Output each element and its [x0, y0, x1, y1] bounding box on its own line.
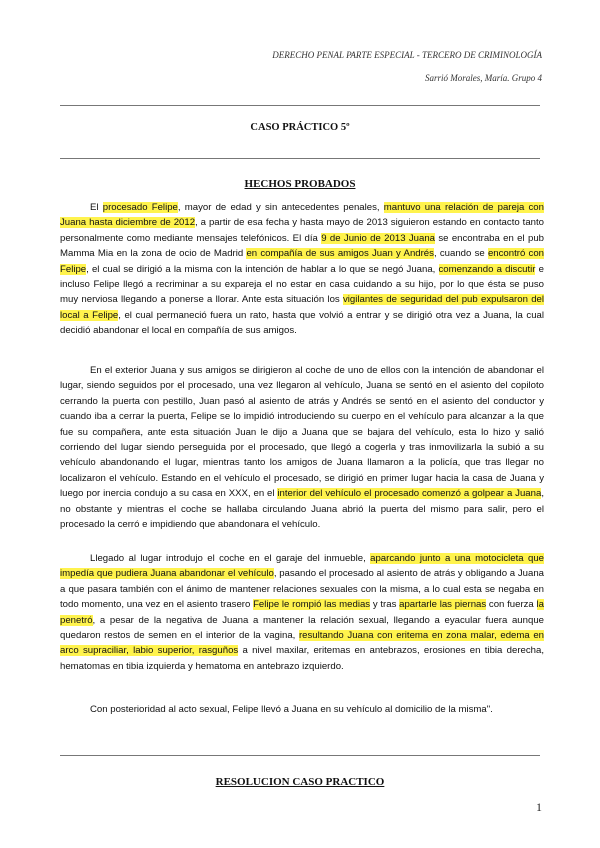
paragraph-text: y tras [370, 599, 400, 611]
paragraph-text: , mayor de edad y sin antecedentes penales, [177, 202, 384, 213]
paragraph-text: , a pesar de la negativa de Juana a mantener la relación sexual, llegando a eyacular fuera aunque quedaron restos de semen en el interior de la vagina, [60, 614, 544, 642]
highlighted-text: en compañía de sus amigos Juan y Andrés [246, 248, 434, 260]
paragraph-2 [60, 363, 544, 532]
paragraph-text: , a partir de esa fecha y hasta mayo de 2013 siguieron estando en contacto tanto personalmente como mediante mensajes telefónicos. El día [60, 217, 544, 244]
paragraph-text: , cuando se [433, 248, 488, 260]
paragraph-text: , el cual se dirigió a la misma con la intención de hablar a lo que se negó Juana, [86, 263, 439, 275]
highlighted-text: interior del vehículo el procesado comenzó a golpear a Juana [277, 488, 542, 500]
highlighted-text: comenzando a discutir [438, 263, 536, 275]
facts-title: HECHOS PROBADOS [244, 178, 356, 190]
paragraph-text: , el cual permaneció fuera un rato, hasta que volvió a entrar y se dirigió otra vez a Juana, la cual decidió abandonar el local en compañía de sus amigos. [60, 309, 545, 337]
paragraph-text: , pasando el procesado al asiento de atrás y obligando a Juana a que pasara también con el ánimo de mantener relaciones sexuales con la misma, a lo cual esta se negaba en todo momento, una vez en el asiento trasero [60, 568, 544, 611]
highlighted-text: vigilantes de seguridad del pub expulsaron del local a Felipe [60, 294, 544, 321]
highlighted-text: resultando Juana con eritema en zona malar, edema en arco supraciliar, labio superior, rasguños [60, 630, 545, 657]
highlighted-text: aparcando junto a una motocicleta que impedía que pudiera Juana abandonar el vehículo [60, 553, 545, 580]
page-number: 1 [536, 800, 542, 814]
paragraph-text: Llegado al lugar introdujo el coche en el garaje del inmueble, [90, 553, 371, 564]
paragraph-text: a nivel maxilar, eritemas en antebrazos, erosiones en tibia derecha, hematomas en tibia izquierda y hematoma en antebrazo izquierdo. [60, 645, 544, 672]
paragraph-text: Con posterioridad al acto sexual, Felipe llevó a Juana en su vehículo al domicilio de la misma". [90, 704, 493, 715]
highlighted-text: la penetró [60, 599, 544, 626]
header-author: Sarrió Morales, María. Grupo 4 [424, 73, 542, 83]
section-divider [60, 755, 540, 756]
paragraph-text: e incluso Felipe llegó a recriminar a su expareja el no estar en casa cuidando a su hijo, por lo que ésta se puso muy nerviosa llegando a ponerse a llorar. Ante esta situación los [60, 263, 544, 306]
resolution-title: RESOLUCION CASO PRACTICO [215, 776, 385, 788]
header-course: DERECHO PENAL PARTE ESPECIAL - TERCERO DE CRIMINOLOGÍA [272, 50, 542, 60]
highlighted-text: 9 de Junio de 2013 Juana [321, 232, 436, 244]
paragraph-4 [60, 702, 544, 717]
case-title: CASO PRÁCTICO 5º [250, 122, 350, 133]
highlighted-text: Felipe le rompió las medias [253, 599, 371, 611]
paragraph-3 [60, 551, 544, 674]
highlighted-text: apartarle las piernas [399, 599, 487, 611]
paragraph-text: con fuerza [486, 599, 537, 611]
highlighted-text: encontró con Felipe [60, 248, 544, 275]
highlighted-text: procesado Felipe [102, 202, 178, 213]
paragraph-1 [60, 200, 544, 339]
header-divider [60, 105, 540, 106]
paragraph-text: , no obstante y mientras el coche se hallaba circulando Juana abrió la puerta del mismo para salir, pero el procesado la cerró e impidiendo que abandonara el vehículo. [60, 488, 544, 531]
paragraph-text: se encontraba en el pub Mamma Mia en la zona de ocio de Madrid [60, 232, 544, 260]
title-divider [60, 158, 540, 159]
paragraph-text: En el exterior Juana y sus amigos se dirigieron al coche de uno de ellos con la intención de abandonar el lugar, siendo seguidos por el procesado, una vez llegaron al vehículo, Juana se sentó en el asiento del copiloto cerrando la puerta con pestillo, Juan pasó al asiento de atrás y Andrés se sentó en el asiento del conductor y cuando iba a cerrar la puerta, Felipe se lo impidió introduciendo su cuerpo en el vehículo para alcanzar a la que fue su compañera, ante esta situación Juan le dijo a Juana que se bajara del vehículo, esta lo hizo y salió corriendo del lugar siendo perseguida por el procesado, que llegó a cogerla y tras inmovilizarla la subió a su vehículo abandonando el lugar, mientras tanto los amigos de Juana llamaron a la policía, que tras llegar no localizaron el vehículo. Estando en el vehículo el procesado, se dirigió en primer lugar hacia la casa de Juana y luego por inercia condujo a su casa en XXX, en el [60, 365, 544, 500]
highlighted-text: mantuvo una relación de pareja con Juana hasta diciembre de 2012 [60, 202, 544, 229]
paragraph-text: El [90, 202, 103, 213]
